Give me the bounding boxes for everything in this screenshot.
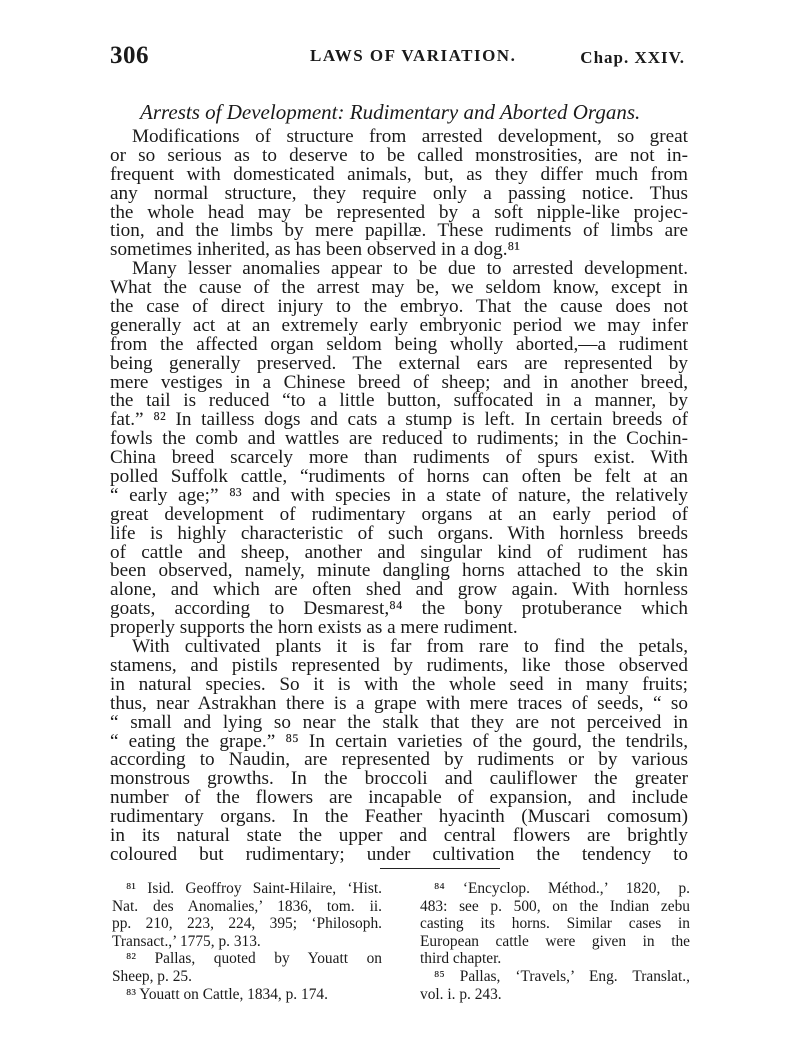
footnotes-left-column: [112, 880, 382, 1003]
text-line: “ early age;” ⁸³ and with species in a state of nature, the relatively: [110, 484, 688, 506]
footnote-line: European cattle were given in the: [420, 932, 690, 950]
text-line: “ eating the grape.” ⁸⁵ In certain varieties of the gourd, the tendrils,: [110, 730, 688, 752]
text-line: life is highly characteristic of such organs. With hornless breeds: [110, 522, 688, 544]
text-line: great development of rudimentary organs at an early period of: [110, 503, 688, 525]
text-line: What the cause of the arrest may be, we seldom know, except in: [110, 277, 688, 299]
section-title: Arrests of Development: Rudimentary and Aborted Organs.: [140, 100, 641, 124]
footnote-line: ⁸¹ Isid. Geoffroy Saint-Hilaire, ‘Hist.: [126, 880, 382, 897]
footnote-line: ⁸² Pallas, quoted by Youatt on: [126, 950, 382, 968]
text-line: China breed scarcely more than rudiments of spurs exist. With: [110, 447, 688, 469]
text-line: With cultivated plants it is far from rare to find the petals,: [132, 636, 688, 658]
text-line: “ small and lying so near the stalk that they are not perceived in: [110, 711, 688, 733]
footnote-line: pp. 210, 223, 224, 395; ‘Philosoph.: [112, 915, 382, 933]
text-line: sometimes inherited, as has been observed in a dog.⁸¹: [110, 239, 520, 261]
text-line: or so serious as to deserve to be called monstrosities, are not in-: [110, 144, 688, 166]
footnote-line: 483: see p. 500, on the Indian zebu: [420, 897, 690, 915]
text-line: from the affected organ seldom being wholly aborted,—a rudiment: [110, 333, 688, 355]
text-line: coloured but rudimentary; under cultivation the tendency to: [110, 843, 688, 865]
text-line: Many lesser anomalies appear to be due to arrested development.: [132, 258, 688, 280]
footnotes: [112, 880, 690, 1010]
text-line: being generally preserved. The external ears are represented by: [110, 352, 688, 374]
text-line: according to Naudin, are represented by rudiments or by various: [110, 749, 688, 771]
text-line: in natural species. So it is with the whole seed in many fruits;: [110, 673, 688, 695]
text-line: mere vestiges in a Chinese breed of sheep; and in another breed,: [110, 371, 688, 393]
footnote-line: Sheep, p. 25.: [112, 967, 192, 985]
text-line: monstrous growths. In the broccoli and cauliflower the greater: [110, 768, 688, 790]
text-line: goats, according to Desmarest,⁸⁴ the bony protuberance which: [110, 598, 688, 620]
footnote-line: casting its horns. Similar cases in: [420, 915, 690, 933]
text-line: properly supports the horn exists as a mere rudiment.: [110, 617, 518, 639]
body-text: [110, 128, 688, 865]
footnote-line: ⁸³ Youatt on Cattle, 1834, p. 174.: [126, 985, 328, 1003]
footnote-divider: [380, 868, 500, 869]
footnote-line: Transact.,’ 1775, p. 313.: [112, 932, 261, 950]
footnote-line: ⁸⁵ Pallas, ‘Travels,’ Eng. Translat.,: [434, 967, 690, 985]
footnote-line: ⁸⁴ ‘Encyclop. Méthod.,’ 1820, p.: [434, 880, 690, 897]
text-line: rudimentary organs. In the Feather hyacinth (Muscari comosum): [110, 806, 688, 828]
text-line: any normal structure, they require only a passing notice. Thus: [110, 182, 688, 204]
text-line: thus, near Astrakhan there is a grape with mere traces of seeds, “ so: [110, 692, 688, 714]
text-line: stamens, and pistils represented by rudiments, like those observed: [110, 654, 688, 676]
text-line: the tail is reduced “to a little button, suffocated in a manner, by: [110, 390, 688, 412]
running-title: LAWS OF VARIATION.: [310, 46, 517, 65]
chapter-label: Chap. XXIV.: [580, 48, 685, 67]
text-line: alone, and which are often shed and grow again. With hornless: [110, 579, 688, 601]
text-line: frequent with domesticated animals, but, as they differ much from: [110, 163, 688, 185]
text-line: fat.” ⁸² In tailless dogs and cats a stump is left. In certain breeds of: [110, 409, 688, 431]
text-line: polled Suffolk cattle, “rudiments of horns can often be felt at an: [110, 466, 688, 488]
footnote-line: third chapter.: [420, 950, 502, 968]
page-number: 306: [110, 42, 149, 69]
text-line: of cattle and sheep, another and singular kind of rudiment has: [110, 541, 688, 563]
text-line: generally act at an extremely early embryonic period we may infer: [110, 314, 688, 336]
text-line: fowls the comb and wattles are reduced to rudiments; in the Cochin-: [110, 428, 688, 450]
footnote-line: Nat. des Anomalies,’ 1836, tom. ii.: [112, 897, 382, 915]
footnotes-right-column: [420, 880, 690, 1003]
text-line: the whole head may be represented by a soft nipple-like projec-: [110, 201, 688, 223]
text-line: tion, and the limbs by mere papillæ. These rudiments of limbs are: [110, 220, 688, 242]
text-line: number of the flowers are incapable of expansion, and include: [110, 787, 688, 809]
text-line: been observed, namely, minute dangling horns attached to the skin: [110, 560, 688, 582]
text-line: in its natural state the upper and central flowers are brightly: [110, 824, 688, 846]
footnote-line: vol. i. p. 243.: [420, 985, 502, 1003]
running-header: [110, 42, 685, 82]
text-line: the case of direct injury to the embryo. That the cause does not: [110, 296, 688, 318]
text-line: Modifications of structure from arrested development, so great: [132, 126, 688, 147]
